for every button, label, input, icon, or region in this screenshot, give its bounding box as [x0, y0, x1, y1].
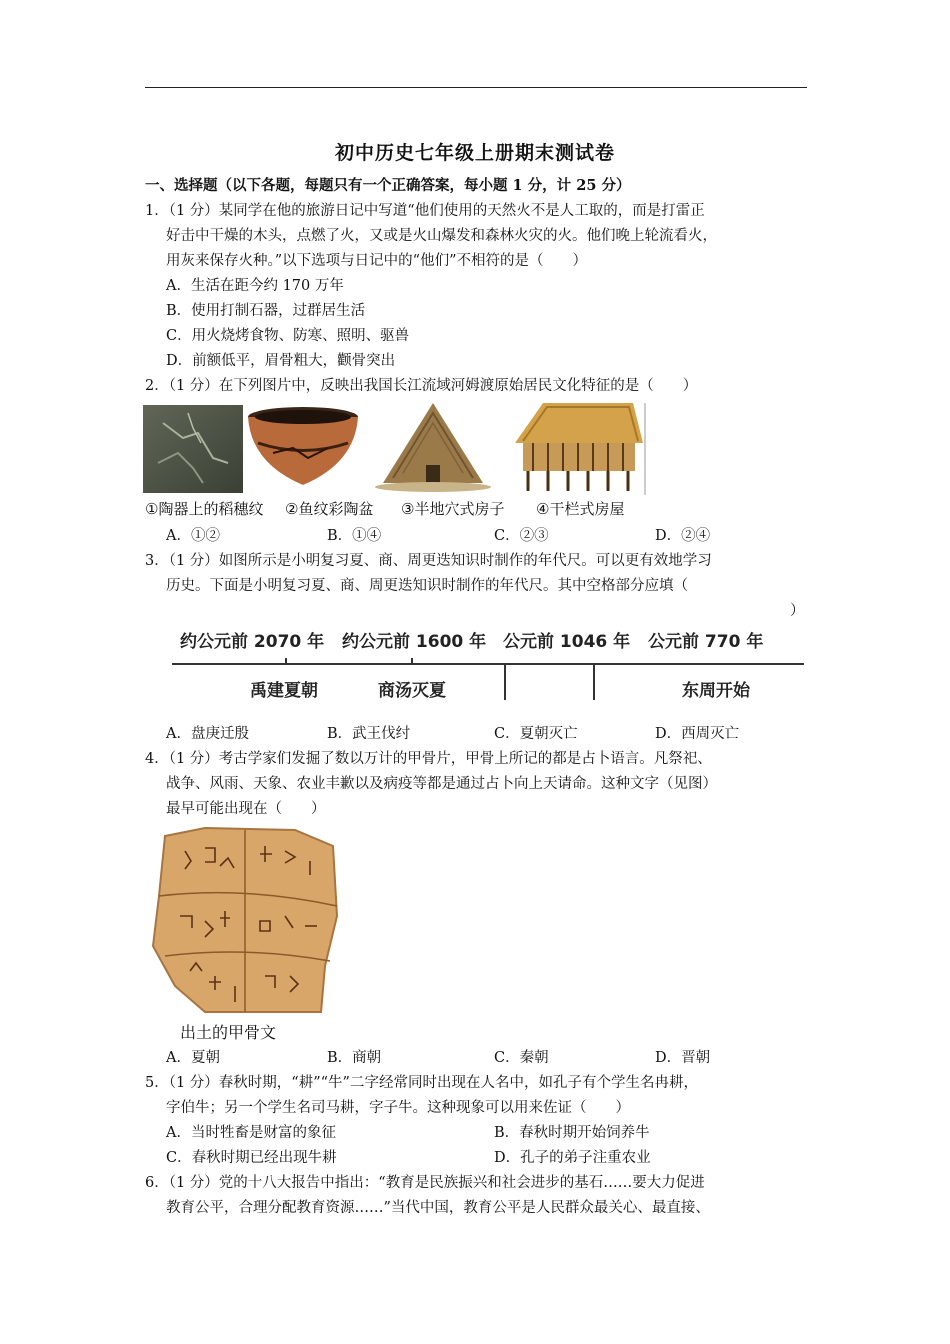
rice-pattern-pottery-image [143, 405, 243, 493]
q2-option-b: B．①④ [327, 528, 382, 544]
header-rule [145, 87, 807, 88]
q3-line-2: 历史。下面是小明复习夏、商、周更迭知识时制作的年代尺。其中空格部分应填（ [166, 578, 688, 594]
q4-line-1: 4．（1 分）考古学家们发掘了数以万计的甲骨片，甲骨上所记的都是占卜语言。凡祭祀、 [145, 751, 712, 767]
q5-option-b: B．春秋时期开始饲养牛 [494, 1125, 650, 1141]
q4-option-d: D．晋朝 [655, 1050, 711, 1066]
q3-line-3: ） [790, 603, 805, 619]
q1-option-a: A．生活在距今约 170 万年 [166, 278, 344, 294]
q4-line-3: 最早可能出现在（ ） [166, 801, 326, 817]
q1-option-c: C．用火烧烤食物、防寒、照明、驱兽 [166, 328, 410, 344]
q6-line-2: 教育公平，合理分配教育资源……”当代中国，教育公平是人民群众最关心、最直接、 [166, 1200, 710, 1216]
timeline-event-2: 商汤灭夏 [378, 681, 446, 701]
q5-option-c: C．春秋时期已经出现牛耕 [166, 1150, 337, 1166]
q5-option-a: A．当时牲畜是财富的象征 [166, 1125, 336, 1141]
q1-line-3: 用灰来保存火种。”以下选项与日记中的“他们”不相符的是（ ） [166, 253, 587, 269]
timeline-date-1: 约公元前 2070 年 [180, 632, 325, 652]
q2-caption-3: ③半地穴式房子 [401, 500, 505, 518]
q4-option-b: B．商朝 [327, 1050, 382, 1066]
q2-line-1: 2．（1 分）在下列图片中，反映出我国长江流域河姆渡原始居民文化特征的是（ ） [145, 378, 698, 394]
q1-option-b: B．使用打制石器，过群居生活 [166, 303, 366, 319]
timeline-event-3: 东周开始 [682, 681, 750, 701]
q2-figure-images [143, 403, 646, 495]
q1-option-d: D．前额低平，眉骨粗大，颧骨突出 [166, 353, 396, 369]
q3-option-d: D．西周灭亡 [655, 726, 740, 742]
q5-option-d: D．孔子的弟子注重农业 [494, 1150, 651, 1166]
semi-subterranean-house-image [375, 403, 491, 492]
q2-option-a: A．①② [166, 528, 220, 544]
q2-option-d: D．②④ [655, 528, 711, 544]
timeline-date-4: 公元前 770 年 [648, 632, 764, 652]
q2-caption-2: ②鱼纹彩陶盆 [285, 500, 374, 518]
q4-caption: 出土的甲骨文 [180, 1023, 277, 1042]
q2-caption-1: ①陶器上的稻穗纹 [145, 500, 264, 518]
q3-option-c: C．夏朝灭亡 [494, 726, 578, 742]
timeline-date-2: 约公元前 1600 年 [342, 632, 487, 652]
fish-pattern-basin-image [248, 407, 358, 485]
q3-option-a: A．盘庚迁殷 [166, 726, 249, 742]
q2-caption-4: ④干栏式房屋 [536, 500, 625, 518]
q5-line-2: 字伯牛；另一个学生名司马耕，字子牛。这种现象可以用来佐证（ ） [166, 1100, 630, 1116]
q5-line-1: 5．（1 分）春秋时期，“耕”“牛”二字经常同时出现在人名中，如孔子有个学生名冉耕， [145, 1075, 698, 1091]
q6-line-1: 6．（1 分）党的十八大报告中指出：“教育是民族振兴和社会进步的基石……要大力促进 [145, 1175, 705, 1191]
q3-option-b: B．武王伐纣 [327, 726, 411, 742]
q4-line-2: 战争、风雨、天象、农业丰歉以及病疫等都是通过占卜向上天请命。这种文字（见图） [166, 776, 717, 792]
timeline-date-3: 公元前 1046 年 [503, 632, 631, 652]
q3-line-1: 3．（1 分）如图所示是小明复习夏、商、周更迭知识时制作的年代尺。可以更有效地学习 [145, 553, 712, 569]
q2-option-c: C．②③ [494, 528, 549, 544]
q1-line-1: 1．（1 分）某同学在他的旅游日记中写道“他们使用的天然火不是人工取的，而是打雷正 [145, 203, 705, 219]
q4-option-a: A．夏朝 [166, 1050, 220, 1066]
stilt-house-image [515, 403, 645, 495]
section-heading: 一、选择题（以下各题，每题只有一个正确答案，每小题 1 分，计 25 分） [145, 177, 631, 194]
q1-line-2: 好击中干燥的木头，点燃了火，又或是火山爆发和森林火灾的火。他们晚上轮流看火， [166, 228, 717, 244]
oracle-bone-image [145, 826, 340, 1014]
page-title: 初中历史七年级上册期末测试卷 [334, 142, 615, 164]
q4-option-c: C．秦朝 [494, 1050, 549, 1066]
timeline-event-1: 禹建夏朝 [250, 681, 318, 701]
